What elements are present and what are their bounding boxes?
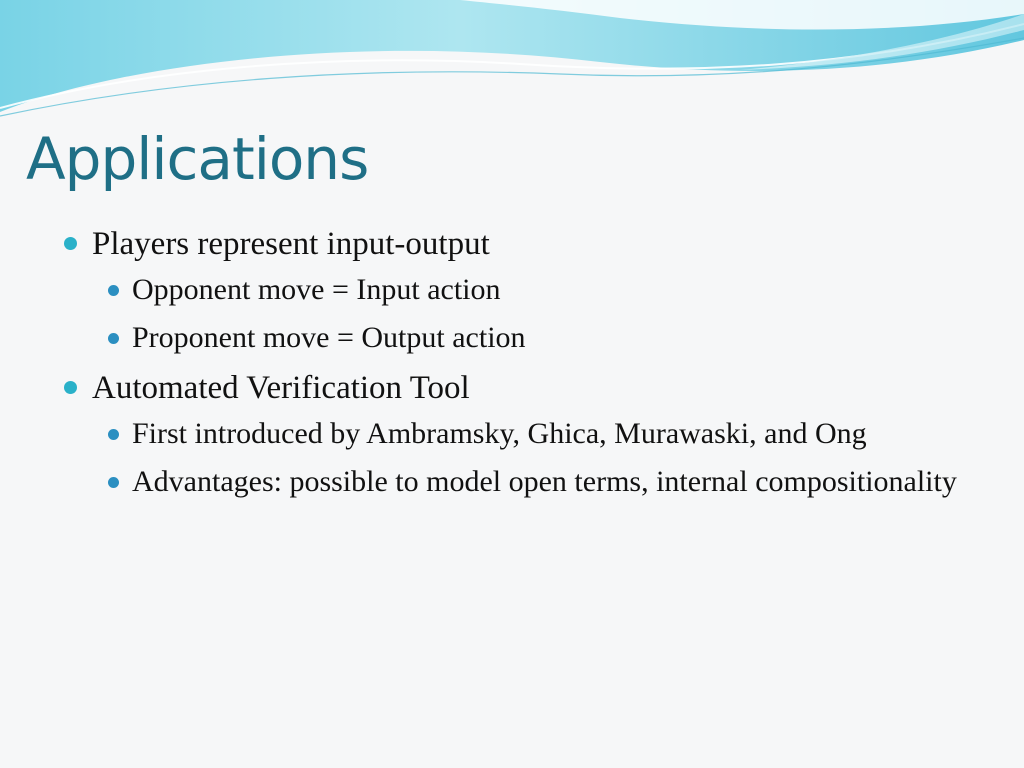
bullet-item <box>62 222 982 266</box>
bullet-dot-icon <box>64 237 77 250</box>
sub-bullet-item <box>104 414 982 454</box>
bullet-text: Automated Verification Tool <box>92 370 470 406</box>
bullet-item <box>62 366 982 410</box>
header-wave-decoration <box>0 0 1024 130</box>
bullet-dot-icon <box>108 285 119 296</box>
bullet-dot-icon <box>64 381 77 394</box>
sub-bullet-text: First introduced by Ambramsky, Ghica, Murawaski, and Ong <box>132 417 867 450</box>
sub-bullet-item <box>104 318 982 358</box>
sub-bullet-text: Proponent move = Output action <box>132 321 526 354</box>
sub-bullet-item <box>104 462 982 502</box>
sub-bullet-text: Advantages: possible to model open terms, internal compositionality <box>132 465 957 498</box>
slide-title: Applications <box>26 125 369 193</box>
bullet-dot-icon <box>108 429 119 440</box>
bullet-text: Players represent input-output <box>92 226 490 262</box>
bullet-dot-icon <box>108 477 119 488</box>
bullet-list <box>62 222 982 510</box>
bullet-dot-icon <box>108 333 119 344</box>
sub-bullet-text: Opponent move = Input action <box>132 273 501 306</box>
sub-bullet-item <box>104 270 982 310</box>
